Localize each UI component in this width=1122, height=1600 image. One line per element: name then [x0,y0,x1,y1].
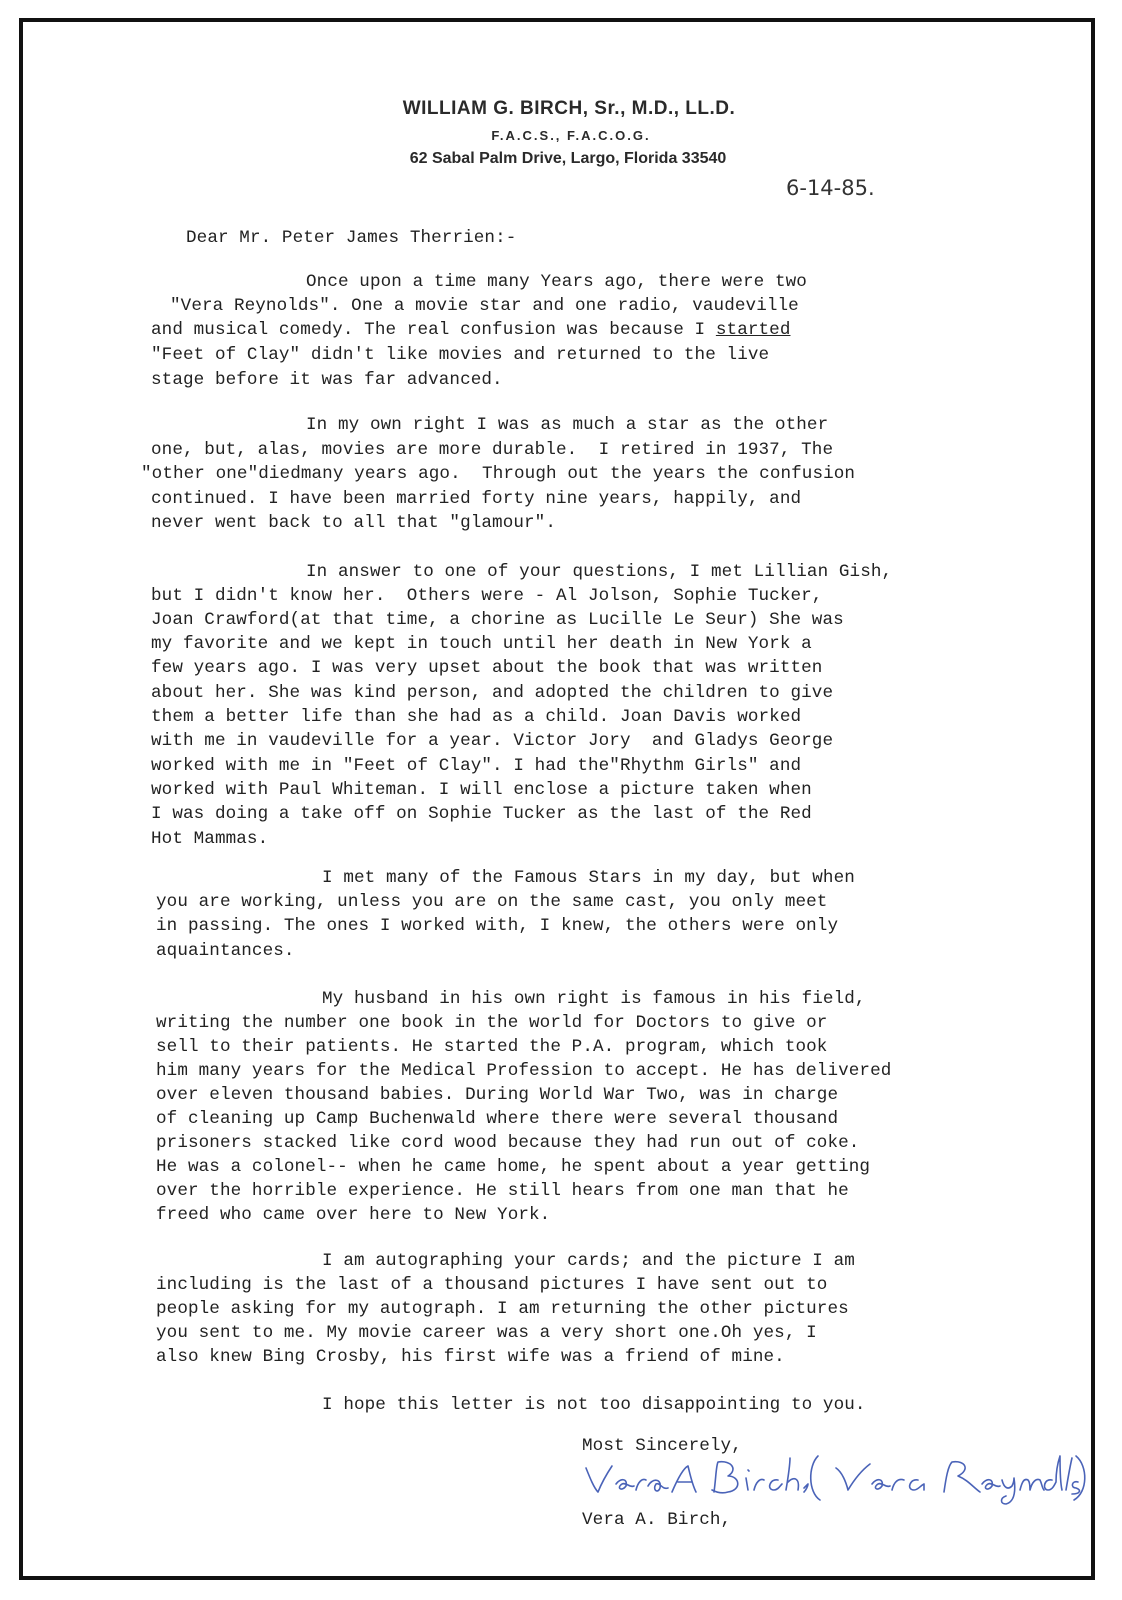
paragraph-line: you sent to me. My movie career was a very short one.Oh yes, I [156,1323,817,1343]
letter-date: 6-14-85. [786,176,875,200]
paragraph-line: and musical comedy. The real confusion was because I started [151,320,791,340]
paragraph-line: but I didn't know her. Others were - Al Jolson, Sophie Tucker, [151,586,823,606]
paragraph-line: few years ago. I was very upset about the book that was written [151,658,823,678]
paragraph-line: "other one"diedmany years ago. Through out the years the confusion [141,464,856,484]
paragraph-line: sell to their patients. He started the P.A. program, which took [156,1037,828,1057]
paragraph-line: worked with me in "Feet of Clay". I had the"Rhythm Girls" and [151,756,802,776]
paragraph-line: about her. She was kind person, and adopted the children to give [151,683,834,703]
paragraph-line: "Feet of Clay" didn't like movies and returned to the live [151,345,770,365]
handwritten-signature [582,1448,1087,1506]
paragraph-line: I hope this letter is not too disappointing to you. [322,1395,866,1415]
paragraph-line: I am autographing your cards; and the picture I am [322,1251,855,1271]
paragraph-line: him many years for the Medical Profession to accept. He has delivered [156,1061,892,1081]
paragraph-line: also knew Bing Crosby, his first wife was a friend of mine. [156,1347,785,1367]
paragraph-line: my favorite and we kept in touch until her death in New York a [151,634,812,654]
paragraph-line: prisoners stacked like cord wood because they had run out of coke. [156,1133,860,1153]
paragraph-line: I met many of the Famous Stars in my day, but when [322,868,855,888]
paragraph-line: with me in vaudeville for a year. Victor Jory and Gladys George [151,731,834,751]
underlined-word: started [715,320,791,340]
paragraph-line: He was a colonel-- when he came home, he spent about a year getting [156,1157,871,1177]
paragraph-line: including is the last of a thousand pictures I have sent out to [156,1275,828,1295]
paragraph-line: In my own right I was as much a star as the other [306,415,829,435]
paragraph-line: continued. I have been married forty nine years, happily, and [151,489,802,509]
letterhead-name: WILLIAM G. BIRCH, Sr., M.D., LL.D. [402,98,736,119]
paragraph-line: over the horrible experience. He still hears from one man that he [156,1181,849,1201]
letterhead-address: 62 Sabal Palm Drive, Largo, Florida 33540 [409,150,727,167]
typed-name: Vera A. Birch, [582,1510,732,1530]
paragraph-line: Joan Crawford(at that time, a chorine as Lucille Le Seur) She was [151,610,844,630]
paragraph-line: one, but, alas, movies are more durable. I retired in 1937, The [151,440,834,460]
paragraph-line: Once upon a time many Years ago, there were two [306,272,807,292]
paragraph-line: My husband in his own right is famous in his field, [322,989,866,1009]
paragraph-line: aquaintances. [156,941,295,961]
salutation: Dear Mr. Peter James Therrien:- [186,228,517,248]
paragraph-line: people asking for my autograph. I am returning the other pictures [156,1299,849,1319]
paragraph-line: freed who came over here to New York. [156,1205,551,1225]
paragraph-line: you are working, unless you are on the same cast, you only meet [156,892,828,912]
paragraph-line: In answer to one of your questions, I met Lillian Gish, [306,562,893,582]
closing: Most Sincerely, [582,1436,742,1456]
paragraph-line: of cleaning up Camp Buchenwald where there were several thousand [156,1109,839,1129]
paragraph-line: I was doing a take off on Sophie Tucker as the last of the Red [151,804,812,824]
paragraph-line: worked with Paul Whiteman. I will enclose a picture taken when [151,780,812,800]
paragraph-line: writing the number one book in the world for Doctors to give or [156,1013,828,1033]
paragraph-line: "Vera Reynolds". One a movie star and one radio, vaudeville [170,296,799,316]
paragraph-line: them a better life than she had as a child. Joan Davis worked [151,707,802,727]
paragraph-line: stage before it was far advanced. [151,370,503,390]
paragraph-line: never went back to all that "glamour". [151,513,557,533]
paragraph-line: over eleven thousand babies. During World War Two, was in charge [156,1085,839,1105]
paragraph-line: in passing. The ones I worked with, I knew, the others were only [156,916,839,936]
paragraph-line: Hot Mammas. [151,829,269,849]
letterhead-credentials: F.A.C.S., F.A.C.O.G. [491,128,651,143]
